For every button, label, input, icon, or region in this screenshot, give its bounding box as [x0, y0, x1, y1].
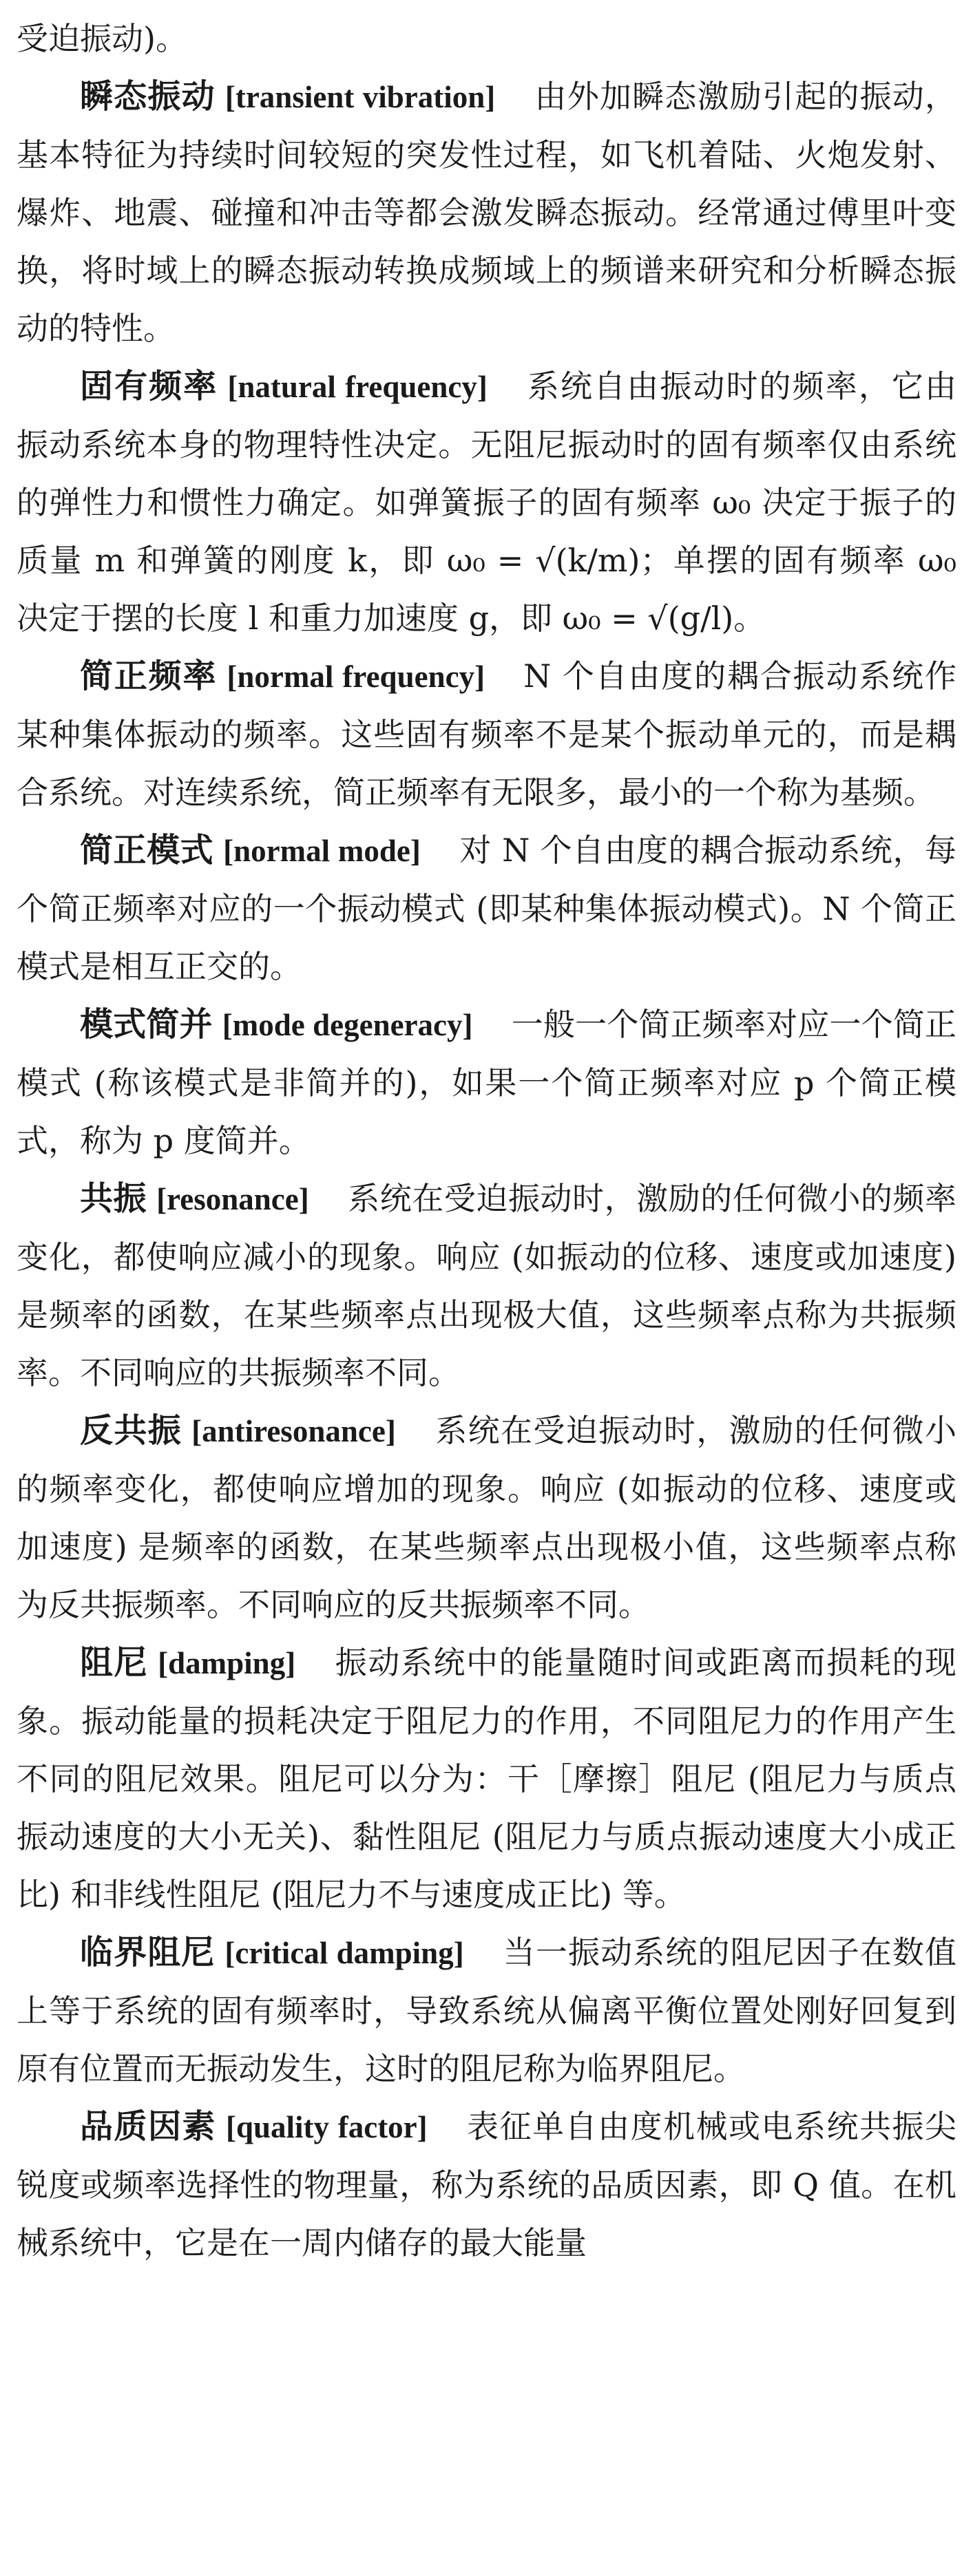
entry-body: 系统自由振动时的频率，它由振动系统本身的物理特性决定。无阻尼振动时的固有频率仅由系统的弹性力和惯性力确定。如弹簧振子的固有频率 ω₀ 决定于振子的质量 m 和弹簧的刚度 k，即 ω₀ = √(k/m)；单摆的固有频率 ω₀ 决定于摆的长度 l 和重力加速度 g，即 ω₀ = √(g/l)。: [17, 368, 956, 637]
term-english: [transient vibration]: [224, 80, 496, 114]
entry-transient-vibration: [17, 67, 956, 357]
entry-natural-frequency: [17, 357, 956, 647]
term-chinese: 模式简并: [80, 1005, 213, 1044]
term-english: [natural frequency]: [227, 370, 488, 404]
entry-body: 对 N 个自由度的耦合振动系统，每个简正频率对应的一个振动模式 (即某种集体振动模式)。N 个简正模式是相互正交的。: [17, 832, 956, 985]
term-chinese: 反共振: [80, 1411, 182, 1450]
term-chinese: 临界阻尼: [80, 1933, 216, 1972]
entry-quality-factor: [17, 2098, 956, 2272]
term-chinese: 简正频率: [80, 657, 218, 695]
entry-body: 当一振动系统的阻尼因子在数值上等于系统的固有频率时，导致系统从偏离平衡位置处刚好回复到原有位置而无振动发生，这时的阻尼称为临界阻尼。: [17, 1934, 956, 2087]
entry-critical-damping: [17, 1923, 956, 2098]
term-english: [resonance]: [156, 1182, 309, 1216]
term-english: [antiresonance]: [191, 1414, 396, 1448]
term-english: [mode degeneracy]: [222, 1008, 473, 1042]
term-english: [normal mode]: [223, 834, 421, 868]
entry-body: 由外加瞬态激励引起的振动，基本特征为持续时间较短的突发性过程，如飞机着陆、火炮发射、爆炸、地震、碰撞和冲击等都会激发瞬态振动。经常通过傅里叶变换，将时域上的瞬态振动转换成频域上的频谱来研究和分析瞬态振动的特性。: [17, 78, 956, 347]
term-english: [damping]: [158, 1646, 296, 1680]
term-chinese: 瞬态振动: [80, 77, 216, 116]
entry-body: 振动系统中的能量随时间或距离而损耗的现象。振动能量的损耗决定于阻尼力的作用，不同阻尼力的作用产生不同的阻尼效果。阻尼可以分为：干［摩擦］阻尼 (阻尼力与质点振动速度的大小无关)、黏性阻尼 (阻尼力与质点振动速度大小成正比) 和非线性阻尼 (阻尼力不与速度成正比) 等。: [17, 1644, 956, 1913]
entry-body: 一般一个简正频率对应一个简正模式 (称该模式是非简并的)，如果一个简正频率对应 p 个简正模式，称为 p 度简并。: [17, 1006, 956, 1159]
term-chinese: 品质因素: [80, 2107, 216, 2146]
term-chinese: 阻尼: [80, 1643, 149, 1682]
term-english: [normal frequency]: [227, 659, 485, 694]
term-chinese: 固有频率: [80, 367, 218, 405]
entry-body: 受迫振动)。: [17, 20, 187, 57]
term-chinese: 共振: [80, 1179, 147, 1218]
term-chinese: 简正模式: [80, 831, 214, 869]
entry-body: 系统在受迫振动时，激励的任何微小的频率变化，都使响应减小的现象。响应 (如振动的位移、速度或加速度) 是频率的函数，在某些频率点出现极大值，这些频率点称为共振频率。不同响应的共振频率不同。: [17, 1180, 956, 1391]
entry-antiresonance: [17, 1402, 956, 1634]
entry-resonance: [17, 1170, 956, 1402]
entry-body: 系统在受迫振动时，激励的任何微小的频率变化，都使响应增加的现象。响应 (如振动的位移、速度或加速度) 是频率的函数，在某些频率点出现极小值，这些频率点称为反共振频率。不同响应的反共振频率不同。: [17, 1412, 956, 1623]
entry-damping: [17, 1634, 956, 1923]
entry-body: 表征单自由度机械或电系统共振尖锐度或频率选择性的物理量，称为系统的品质因素，即 Q 值。在机械系统中，它是在一周内储存的最大能量: [17, 2108, 956, 2261]
entry-continuation: [17, 10, 956, 67]
entry-body: N 个自由度的耦合振动系统作某种集体振动的频率。这些固有频率不是某个振动单元的，而是耦合系统。对连续系统，简正频率有无限多，最小的一个称为基频。: [17, 657, 956, 811]
term-english: [quality factor]: [225, 2110, 428, 2144]
entry-normal-mode: [17, 821, 956, 995]
entry-mode-degeneracy: [17, 995, 956, 1170]
entry-normal-frequency: [17, 647, 956, 821]
term-english: [critical damping]: [224, 1936, 464, 1970]
